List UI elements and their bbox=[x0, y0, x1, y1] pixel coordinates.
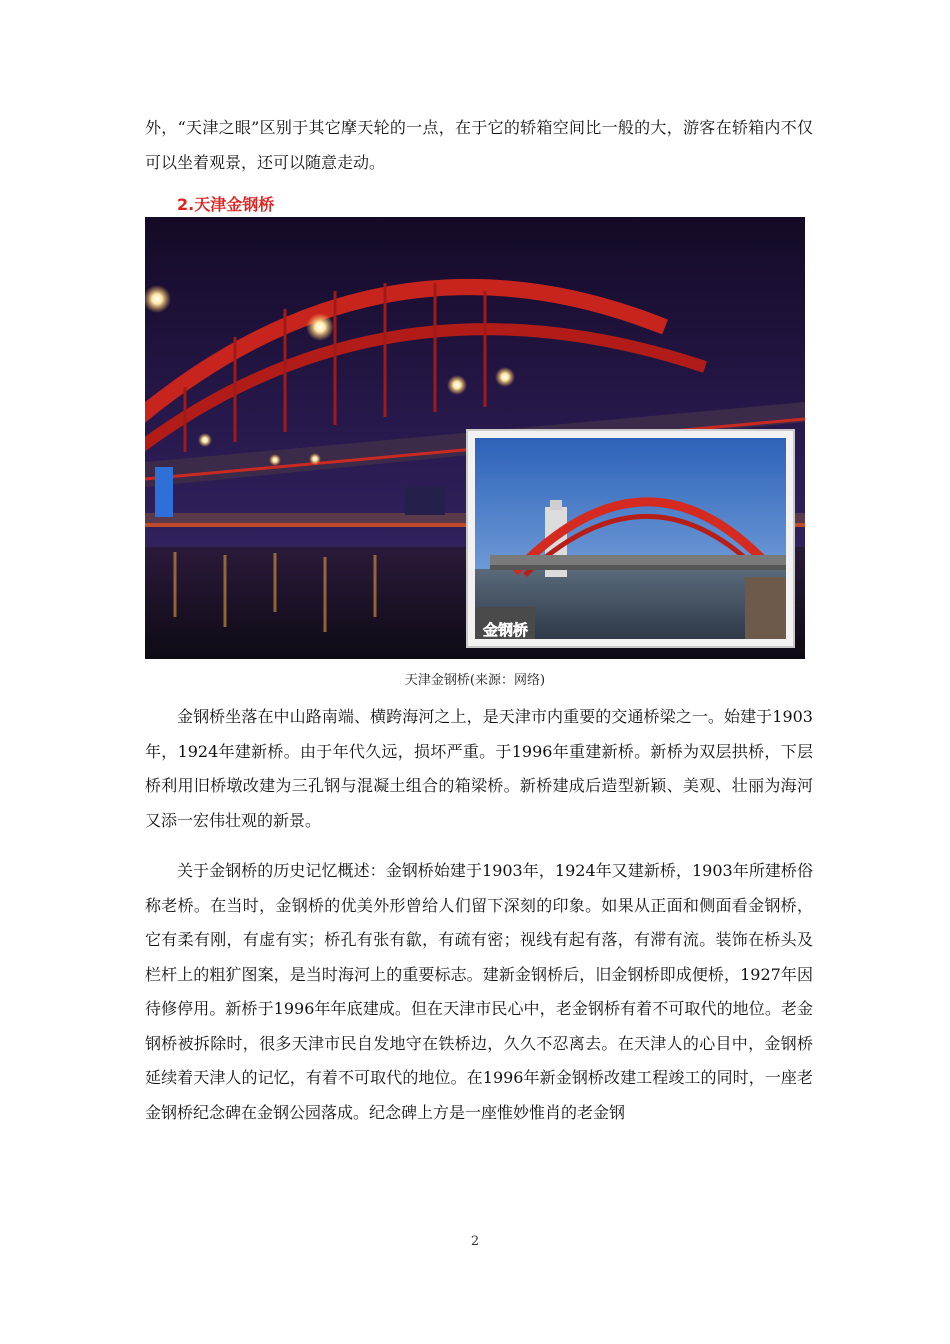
bridge-photo bbox=[145, 217, 805, 659]
section-heading: 2.天津金钢桥 bbox=[177, 195, 275, 214]
figure-caption: 天津金钢桥(来源：网络) bbox=[404, 673, 546, 688]
page-number: 2 bbox=[470, 1234, 480, 1249]
intro-paragraph-text: 外，“天津之眼”区别于其它摩天轮的一点，在于它的轿箱空间比一般的大，游客在轿箱内不仅可以坐着观景，还可以随意走动。 bbox=[145, 118, 813, 172]
inset-label: 金钢桥 bbox=[483, 621, 529, 639]
paragraph-2 bbox=[145, 700, 813, 838]
paragraph-2-text: 金钢桥坐落在中山路南端、横跨海河之上，是天津市内重要的交通桥梁之一。始建于1903年，1924年建新桥。由于年代久远，损坏严重。于1996年重建新桥。新桥为双层拱桥，下层桥利用旧桥墩改建为三孔钢与混凝土组合的箱梁桥。新桥建成后造型新颖、美观、壮丽为海河又添一宏伟壮观的新景。 bbox=[145, 707, 813, 830]
paragraph-3-text: 关于金钢桥的历史记忆概述：金钢桥始建于1903年，1924年又建新桥，1903年所建桥俗称老桥。在当时，金钢桥的优美外形曾给人们留下深刻的印象。如果从正面和侧面看金钢桥，它有柔有刚，有虚有实；桥孔有张有歙，有疏有密；视线有起有落，有滞有流。装饰在桥头及栏杆上的粗犷图案，是当时海河上的重要标志。建新金钢桥后，旧金钢桥即成便桥，1927年因待修停用。新桥于1996年年底建成。但在天津市民心中，老金钢桥有着不可取代的地位。老金钢桥被拆除时，很多天津市民自发地守在铁桥边，久久不忍离去。在天津人的心目中，金钢桥延续着天津人的记忆，有着不可取代的地位。在1996年新金钢桥改建工程竣工的同时，一座老金钢桥纪念碑在金钢公园落成。纪念碑上方是一座惟妙惟肖的老金钢 bbox=[145, 861, 813, 1122]
paragraph-3 bbox=[145, 854, 813, 1130]
intro-paragraph bbox=[145, 111, 813, 180]
